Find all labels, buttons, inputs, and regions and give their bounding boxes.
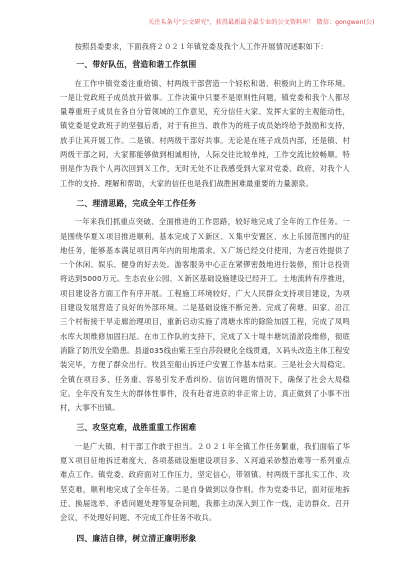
section-paragraph: 在工作中镇党委注重给镇、村两级干部营造一个轻松和谐、积极向上的工作环境。一是让党政班子成员放开做事。工作决策中只要不是原则性问题，镇党委和我个人都尽量尊重班子成员在各自分管领域的工作意见，充分信任大家、发挥大家的主观能动性，镇党委是党政班子的坚强后盾，对于有担当、敢作为的班子成员始终给予鼓励和支持，放手让其开展工作。二是镇、村两级干部好共事。无论是在班子成员内部，还是镇、村两级干部之间，大家都能够做到相诚相待，人际交往比较单纯，工作交流比较畅顺。特别是作为我个人再次回到Ｘ工作，无时无处不让我感受到大家对党委、政府、对我个人工作的支持、理解和帮助，大家的信任也是我们战胜困难最重要的力量源泉。 [60, 78, 350, 188]
section-2 [60, 197, 350, 415]
document-body [60, 40, 350, 546]
section-4 [60, 532, 350, 546]
section-paragraph: 一是广大镇、村干部工作敢于担当。２０２１年全镇工作任务繁重，我们面临了华夏Ｘ项目征地拆迁难度大、各项基础设施建设项目多、Ｘ河道采砂整治难等一系列重点难点工作。镇党委、政府面对工作压力，坚定信心，带领镇、村两级干部扎实工作、攻坚克难，顺利地完成了全年任务。二是自身做到以身作则。作为党委书记，面对征地拆迁、换届选举、矛盾问题处理等复杂问题，我都主动深入到工作一线，走访群众、召开会议，不处理好问题、不完成工作任务不收兵。 [60, 441, 350, 523]
section-heading: 三、攻坚克难，战胜重重工作困难 [76, 423, 197, 433]
section-paragraph: 一年来我们抓重点突破、全面推进的工作思路，较好地完成了全年的工作任务。一是围绕华夏Ｘ项目推进顺利。基本完成了Ｘ新区、Ｘ集中安置区、水上乐园范围内的征地任务，能够基本满足项目两年内的用地需求。Ｘ广场已经交付使用，为老百姓提供了一个休闲、娱乐、健身的好去处。游客服务中心正在紧锣密鼓地进行装修，预计总投资将达到5000万元。生态农业公园、Ｘ新区基础设施建设已经开工。土地流转有序推进，项目建设各方面工作有序开展。工程施工环境较好，广大人民群众支持项目建设，为项目建设发展营造了良好的外部环境。二是基础设施不断完善。完成了荷塘、田家、沿江三个村衔接干旱走廊治理项目，重新启动实施了湾塘水库的除险加固工程，完成了凤鸣水库大坝维修加固扫尾。在市工作队的支持下，完成了Ｘ十堤丰塘坑清淤段维修，彻底消除了防汛安全隐患。县道035线由紫王至白莎段硬化全线贯通，Ｘ码头改造主体工程安装完毕，方便了群众出行。牧县至船山拆迁户安置工作基本结束。三是社会大局稳定。全镇在项目多、任务重、容易引发矛盾纠纷、信访问题的情况下，确保了社会大局稳定。全年没有发生大的群体性事件，没有赴省进京的非正常上访，真正做到了小事不出村，大事不出镇。 [60, 217, 350, 413]
section-heading: 二、理清思路，完成全年工作任务 [76, 198, 197, 208]
section-3 [60, 421, 350, 525]
section-heading: 一、带好队伍，营造和谐工作氛围 [76, 60, 197, 70]
intro-paragraph: 按照县委要求，下面我将２０２１年镇党委及我个人工作开展情况述职如下： [74, 42, 328, 51]
section-1 [60, 58, 350, 191]
section-heading: 四、廉洁自律，树立清正廉明形象 [76, 533, 197, 543]
header-banner: 关注头条号"公文研究"，获得最新最全最专业的公文资料库！ 微信：gongwen(公) [148, 19, 375, 26]
